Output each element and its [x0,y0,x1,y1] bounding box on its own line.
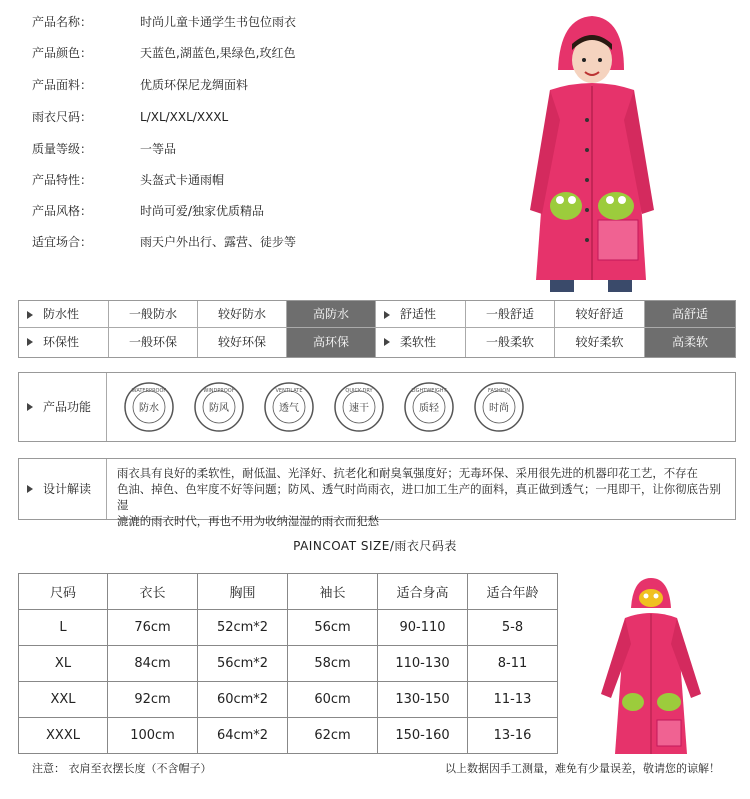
rating-option: 较好防水 [198,301,287,328]
table-cell: 11-13 [468,682,558,718]
badge-cn: 透气 [279,403,299,414]
table-header: 尺码 [19,574,108,610]
table-header: 衣长 [108,574,198,610]
info-value: 时尚可爱/独家优质精品 [140,204,265,218]
table-row [19,610,558,646]
table-cell: 76cm [108,610,198,646]
rating-label-waterproof: 防水性 [19,301,109,328]
table-cell: 110-130 [378,646,468,682]
table-cell: 56cm*2 [198,646,288,682]
note-disclaimer: 以上数据因手工测量，难免有少量误差，敬请您的谅解！ [445,762,720,775]
arrow-right-icon [384,311,390,319]
raincoat-thumbnail [595,574,705,760]
table-cell: 150-160 [378,718,468,754]
table-cell: 90-110 [378,610,468,646]
quick-dry-badge-icon [333,381,385,433]
rating-label-eco: 环保性 [19,328,109,357]
table-cell: 100cm [108,718,198,754]
arrow-right-icon [27,485,33,493]
badge-en: LIGHTWEIGHT [411,388,447,394]
rating-option: 一般柔软 [466,328,555,357]
badge-cn: 防风 [209,403,229,414]
design-label: 设计解读 [19,459,107,519]
info-value: L/XL/XXL/XXXL [140,110,229,124]
rating-label-softness: 柔软性 [376,328,466,357]
badge-cn: 防水 [139,403,159,414]
design-line: 色油、掉色、色牢度不好等问题；防风、透气时尚雨衣，进口加工生产的面料，真正做到透气；一甩即干，让你彻底告别湿 [117,482,721,512]
table-cell: 8-11 [468,646,558,682]
arrow-right-icon [27,403,33,411]
design-description [117,465,725,529]
function-label: 产品功能 [19,373,107,441]
table-row [19,718,558,754]
table-cell: 56cm [288,610,378,646]
table-cell: 92cm [108,682,198,718]
table-header: 袖长 [288,574,378,610]
rating-option: 较好柔软 [555,328,645,357]
info-label: 雨衣尺码： [32,110,93,124]
table-cell: 62cm [288,718,378,754]
size-table [18,573,558,754]
design-line: 雨衣具有良好的柔软性，耐低温、光泽好、抗老化和耐臭氧强度好；无毒环保、采用很先进的机器印花工艺，不存在 [117,466,698,480]
table-header-row [19,574,558,610]
raincoat-photo [520,10,660,292]
ventilate-badge-icon [263,381,315,433]
info-label: 产品面料： [32,78,93,92]
badge-en: FASHION [488,388,510,394]
table-cell: 13-16 [468,718,558,754]
table-header: 胸围 [198,574,288,610]
table-cell: 60cm [288,682,378,718]
table-cell: 60cm*2 [198,682,288,718]
rating-option-selected: 高柔软 [645,328,735,357]
info-label: 产品颜色： [32,46,93,60]
table-row [19,682,558,718]
fashion-badge-icon [473,381,525,433]
table-cell: 58cm [288,646,378,682]
rating-option-selected: 高舒适 [645,301,735,328]
table-cell: 5-8 [468,610,558,646]
info-value: 头盔式卡通雨帽 [140,173,225,187]
arrow-right-icon [384,338,390,346]
table-row [19,646,558,682]
badge-cn: 时尚 [489,403,509,414]
table-header: 适合身高 [378,574,468,610]
table-cell: L [19,610,108,646]
ratings-grid [18,300,736,358]
size-chart-title: PAINCOAT SIZE/雨衣尺码表 [293,539,457,553]
rating-label-comfort: 舒适性 [376,301,466,328]
info-label: 质量等级： [32,142,93,156]
windproof-badge-icon [193,381,245,433]
info-value: 雨天户外出行、露营、徒步等 [140,235,297,249]
table-cell: XL [19,646,108,682]
info-value: 优质环保尼龙绸面料 [140,78,249,92]
rating-option: 较好舒适 [555,301,645,328]
rating-option-selected: 高环保 [287,328,376,357]
rating-option-selected: 高防水 [287,301,376,328]
rating-option: 一般舒适 [466,301,555,328]
table-cell: 84cm [108,646,198,682]
badge-cn: 速干 [349,403,369,414]
rating-option: 一般防水 [109,301,198,328]
table-cell: XXL [19,682,108,718]
badge-en: WINDPROOF [203,388,235,394]
design-section [18,458,736,528]
info-value: 一等品 [140,142,177,156]
badge-en: QUICK-DRY [345,388,373,394]
function-section [18,372,736,442]
rating-option: 一般环保 [109,328,198,357]
table-cell: 64cm*2 [198,718,288,754]
design-line: 漉漉的雨衣时代，再也不用为收纳湿湿的雨衣而犯愁 [117,514,379,528]
note-measure: 注意： 衣肩至衣摆长度（不含帽子） [32,762,212,775]
table-cell: 52cm*2 [198,610,288,646]
info-label: 适宜场合： [32,235,93,249]
arrow-right-icon [27,311,33,319]
info-label: 产品名称： [32,15,93,29]
arrow-right-icon [27,338,33,346]
badge-en: WATERPROOF [131,388,167,394]
table-cell: 130-150 [378,682,468,718]
waterproof-badge-icon [123,381,175,433]
info-value: 天蓝色,湖蓝色,果绿色,玫红色 [140,46,296,60]
lightweight-badge-icon [403,381,455,433]
info-value: 时尚儿童卡通学生书包位雨衣 [140,15,297,29]
table-cell: XXXL [19,718,108,754]
info-label: 产品特性： [32,173,93,187]
badge-cn: 质轻 [419,403,439,414]
table-header: 适合年龄 [468,574,558,610]
badge-en: VENTILATE [275,388,303,394]
rating-option: 较好环保 [198,328,287,357]
info-label: 产品风格： [32,204,93,218]
